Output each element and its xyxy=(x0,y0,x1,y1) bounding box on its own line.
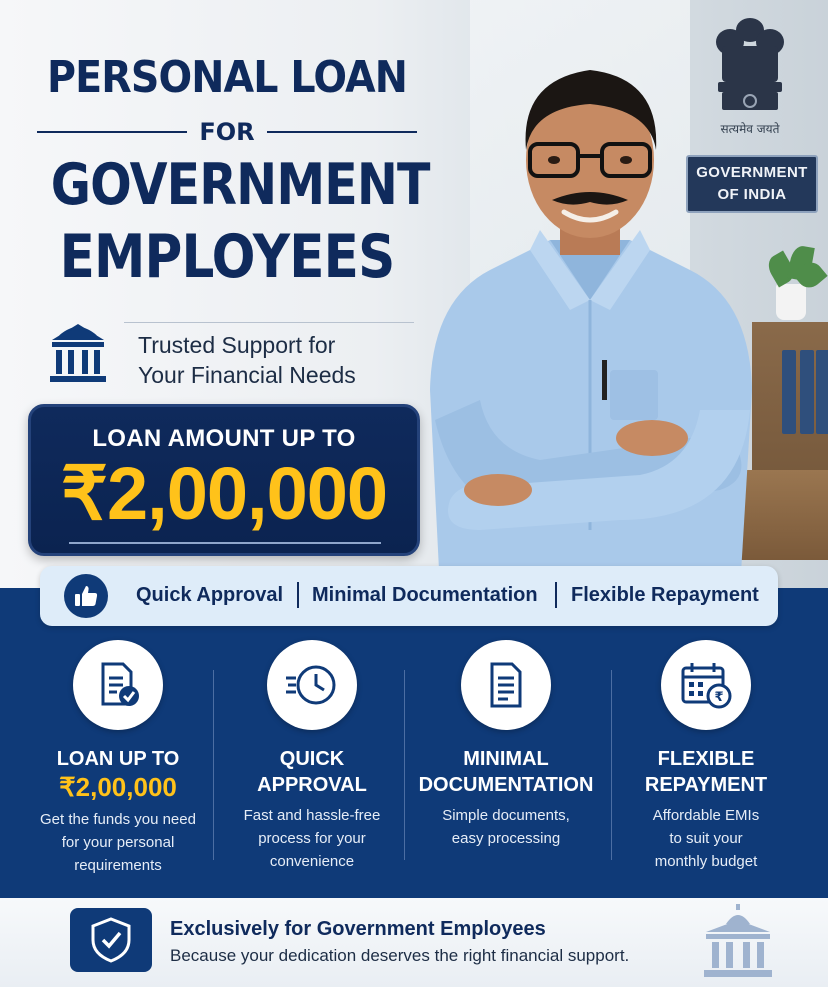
pill-separator xyxy=(555,582,557,608)
feature-flexible-repayment xyxy=(606,640,806,873)
loan-amount-box xyxy=(28,404,420,556)
government-of-india-plate xyxy=(686,155,818,213)
trusted-divider xyxy=(124,322,414,323)
feature-desc-line-1: Get the funds you need xyxy=(40,811,196,828)
feature-title-line-2: REPAYMENT xyxy=(644,774,768,796)
pill-item-quick-approval: Quick Approval xyxy=(136,584,284,606)
plant-pot xyxy=(776,284,806,320)
feature-loan-amount xyxy=(18,640,218,877)
feature-title xyxy=(406,746,606,798)
feature-title-line-1: QUICK xyxy=(279,748,345,770)
amount-underline xyxy=(69,542,381,544)
trusted-line-1: Trusted Support for xyxy=(138,332,336,358)
feature-desc-line-2: easy processing xyxy=(451,830,561,847)
feature-desc-line-2: to suit your xyxy=(669,830,743,847)
feature-title-line-1: LOAN UP TO xyxy=(56,748,180,770)
feature-title xyxy=(212,746,412,798)
feature-desc-line-1: Affordable EMIs xyxy=(652,807,760,824)
feature-title xyxy=(18,746,218,802)
divider-line xyxy=(267,131,417,133)
feature-title-line-2: DOCUMENTATION xyxy=(418,774,594,796)
shield-check-icon xyxy=(70,908,152,972)
bank-building-icon xyxy=(46,320,110,386)
column-separator xyxy=(404,670,405,860)
feature-desc-line-3: monthly budget xyxy=(654,853,758,870)
feature-title-line-2: APPROVAL xyxy=(257,774,367,796)
headline-line-1: PERSONAL LOAN xyxy=(46,52,408,103)
feature-desc-line-2: process for your xyxy=(258,830,366,847)
binder xyxy=(782,350,796,434)
feature-minimal-documentation xyxy=(406,640,606,850)
feature-desc-line-2: for your personal xyxy=(61,834,175,851)
feature-desc-line-1: Simple documents, xyxy=(442,807,570,824)
document-check-icon xyxy=(73,640,163,730)
emblem-motto: सत्यमेव जयते xyxy=(720,122,780,136)
headline-line-3: GOVERNMENT xyxy=(50,152,430,218)
feature-desc-line-3: convenience xyxy=(269,853,355,870)
footer-subtitle: Because your dedication deserves the right financial support. xyxy=(170,946,630,965)
loan-amount-value: ₹2,00,000 xyxy=(60,452,388,535)
state-emblem-icon xyxy=(706,12,794,122)
feature-description xyxy=(606,804,806,873)
feature-desc-line-3: requirements xyxy=(74,857,162,874)
trusted-support-text xyxy=(138,330,356,390)
svg-text:₹: ₹ xyxy=(714,690,724,705)
bank-building-icon xyxy=(700,902,776,980)
document-icon xyxy=(461,640,551,730)
thumbs-up-icon xyxy=(64,574,108,618)
feature-quick-approval xyxy=(212,640,412,873)
feature-description xyxy=(406,804,606,850)
pill-item-flexible-repayment: Flexible Repayment xyxy=(571,584,759,606)
feature-description xyxy=(18,808,218,877)
footer xyxy=(0,898,828,987)
plate-line-1: GOVERNMENT xyxy=(696,164,808,181)
pill-separator xyxy=(297,582,299,608)
headline-line-2: FOR xyxy=(199,118,255,146)
pill-item-minimal-documentation: Minimal Documentation xyxy=(312,584,538,606)
loan-amount-label: LOAN AMOUNT UP TO xyxy=(92,425,356,452)
plate-line-2: OF INDIA xyxy=(717,186,787,203)
divider-line xyxy=(37,131,187,133)
government-employee-photo xyxy=(420,60,760,590)
feature-desc-line-1: Fast and hassle-free xyxy=(243,807,381,824)
fast-clock-icon xyxy=(267,640,357,730)
feature-title xyxy=(606,746,806,798)
feature-title-line-2: ₹2,00,000 xyxy=(59,772,177,802)
headline-for-row xyxy=(22,118,432,146)
footer-title: Exclusively for Government Employees xyxy=(170,918,546,940)
binder xyxy=(816,350,828,434)
feature-title-line-1: MINIMAL xyxy=(463,748,549,770)
feature-title-line-1: FLEXIBLE xyxy=(657,748,755,770)
trusted-line-2: Your Financial Needs xyxy=(138,362,356,388)
feature-description xyxy=(212,804,412,873)
feature-pill xyxy=(40,566,778,626)
calendar-rupee-icon xyxy=(661,640,751,730)
headline-line-4: EMPLOYEES xyxy=(59,222,395,292)
binder xyxy=(800,350,814,434)
